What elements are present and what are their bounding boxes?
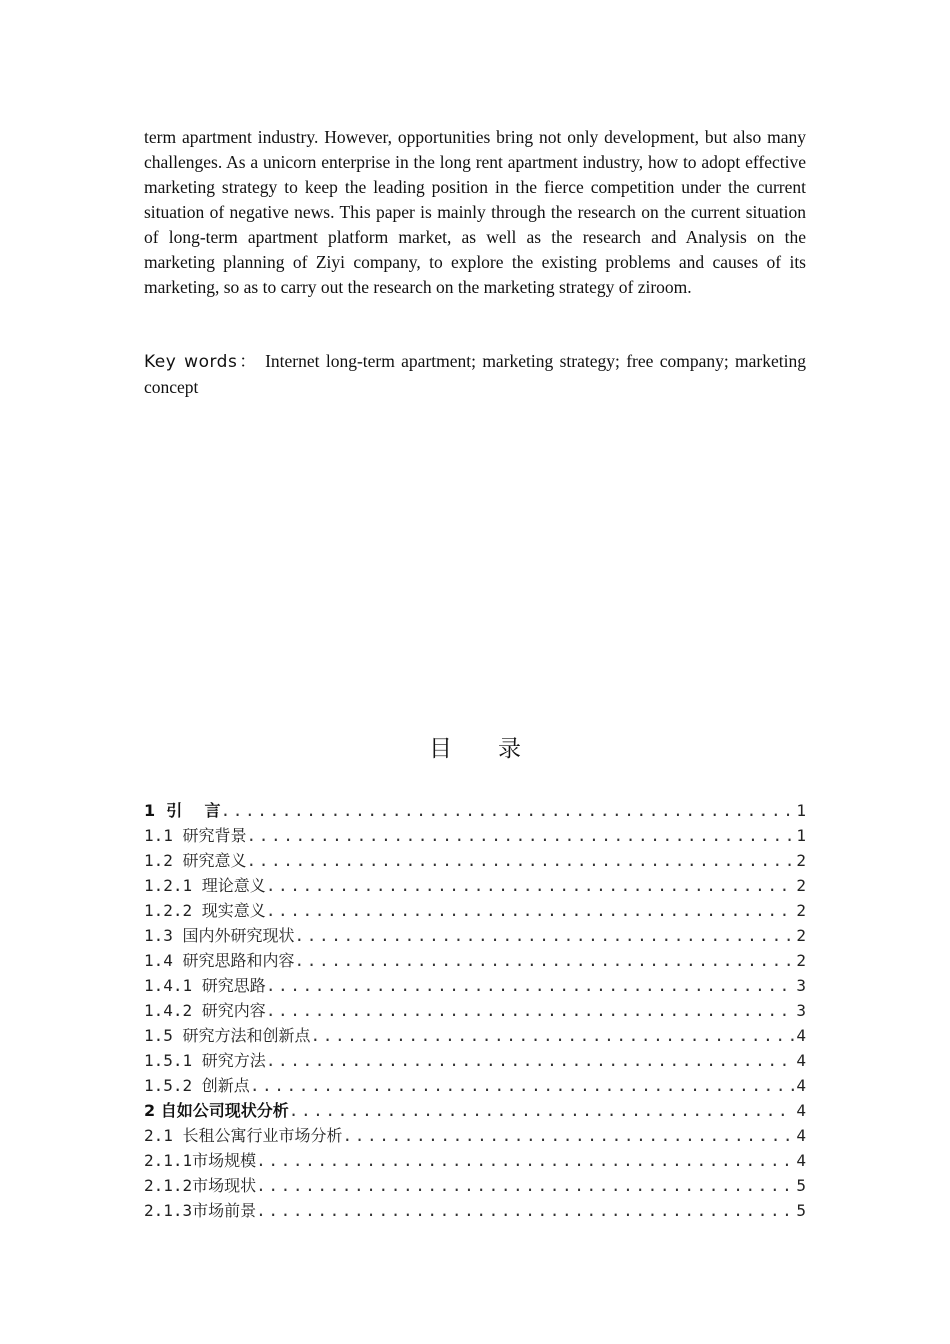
- toc-entry-label: 1.4.1 研究思路: [144, 976, 266, 995]
- toc-dot-leader: [250, 1073, 795, 1098]
- toc-entry-page-number: 4: [796, 1026, 806, 1045]
- toc-entry-page-number: 4: [796, 1051, 806, 1070]
- toc-dot-leader: [247, 823, 795, 848]
- toc-entry[interactable]: [144, 973, 806, 998]
- toc-entry-label: 1.5 研究方法和创新点: [144, 1026, 311, 1045]
- toc-dot-leader: [266, 973, 795, 998]
- toc-entry-label: 1.2.2 现实意义: [144, 901, 266, 920]
- toc-entry[interactable]: [144, 1198, 806, 1223]
- toc-entry-label: 1.2 研究意义: [144, 851, 247, 870]
- toc-entry[interactable]: [144, 1098, 806, 1123]
- toc-entry-label: 1.3 国内外研究现状: [144, 926, 295, 945]
- toc-entry[interactable]: [144, 873, 806, 898]
- toc-dot-leader: [343, 1123, 795, 1148]
- toc-entry-label: 2.1.2市场现状: [144, 1176, 257, 1195]
- toc-title: 目录: [429, 736, 567, 762]
- toc-entry[interactable]: [144, 998, 806, 1023]
- toc-entry-label: 2 自如公司现状分析: [144, 1101, 289, 1120]
- toc-entry-page-number: 4: [796, 1101, 806, 1120]
- toc-dot-leader: [295, 948, 795, 973]
- toc-entry[interactable]: [144, 823, 806, 848]
- toc-entry-label: 2.1.3市场前景: [144, 1201, 257, 1220]
- keywords-paragraph: [144, 349, 806, 400]
- toc-dot-leader: [295, 923, 795, 948]
- toc-entry-page-number: 2: [796, 901, 806, 920]
- toc-dot-leader: [256, 1148, 794, 1173]
- toc-dot-leader: [247, 848, 795, 873]
- toc-entry[interactable]: [144, 898, 806, 923]
- toc-entry[interactable]: [144, 848, 806, 873]
- toc-entry-page-number: 1: [796, 801, 806, 820]
- toc-dot-leader: [266, 873, 795, 898]
- toc-entry-label: 2.1.1市场规模: [144, 1151, 257, 1170]
- toc-entry-label: 1.4 研究思路和内容: [144, 951, 295, 970]
- toc-entry-page-number: 2: [796, 926, 806, 945]
- toc-dot-leader: [256, 1198, 794, 1223]
- toc-dot-leader: [266, 998, 795, 1023]
- table-of-contents: [144, 798, 806, 1223]
- toc-entry[interactable]: [144, 1048, 806, 1073]
- toc-entry-page-number: 3: [796, 976, 806, 995]
- toc-entry[interactable]: [144, 1148, 806, 1173]
- toc-entry[interactable]: [144, 1173, 806, 1198]
- toc-entry[interactable]: [144, 798, 806, 823]
- toc-entry-label: 2.1 长租公寓行业市场分析: [144, 1126, 343, 1145]
- toc-entry-page-number: 5: [796, 1201, 806, 1220]
- toc-entry-label: 1.1 研究背景: [144, 826, 247, 845]
- toc-dot-leader: [311, 1023, 795, 1048]
- toc-entry[interactable]: [144, 1073, 806, 1098]
- keywords-text: Internet long-term apartment; marketing strategy; free company; marketing concept: [144, 351, 807, 397]
- toc-entry-page-number: 1: [796, 826, 806, 845]
- keywords-label: Key words：: [144, 352, 259, 372]
- toc-dot-leader: [289, 1098, 795, 1123]
- toc-entry-page-number: 5: [796, 1176, 806, 1195]
- toc-entry[interactable]: [144, 948, 806, 973]
- toc-entry[interactable]: [144, 923, 806, 948]
- abstract-paragraph: term apartment industry. However, opportunities bring not only development, but also many challenges. As a unicorn enterprise in the long rent apartment industry, how to adopt effective marketing strategy to keep the leading position in the fierce competition under the current situation of negative news. This paper is mainly through the research on the current situation of long-term apartment platform market, as well as the research and Analysis on the marketing planning of Ziyi company, to explore the existing problems and causes of its marketing, so as to carry out the research on the marketing strategy of ziroom.: [144, 127, 806, 297]
- toc-dot-leader: [266, 1048, 795, 1073]
- toc-entry-label: 1.2.1 理论意义: [144, 876, 266, 895]
- toc-entry-label: 1.4.2 研究内容: [144, 1001, 266, 1020]
- toc-entry[interactable]: [144, 1023, 806, 1048]
- toc-entry-page-number: 2: [796, 876, 806, 895]
- toc-dot-leader: [256, 1173, 794, 1198]
- toc-entry-page-number: 2: [796, 951, 806, 970]
- toc-entry-page-number: 4: [796, 1126, 806, 1145]
- toc-entry-page-number: 2: [796, 851, 806, 870]
- toc-entry-label: 1 引 言: [144, 801, 221, 820]
- toc-entry-page-number: 4: [796, 1151, 806, 1170]
- toc-entry-label: 1.5.2 创新点: [144, 1076, 250, 1095]
- toc-dot-leader: [266, 898, 795, 923]
- toc-entry-page-number: 4: [796, 1076, 806, 1095]
- toc-entry-page-number: 3: [796, 1001, 806, 1020]
- toc-entry-label: 1.5.1 研究方法: [144, 1051, 266, 1070]
- toc-dot-leader: [221, 798, 795, 823]
- toc-entry[interactable]: [144, 1123, 806, 1148]
